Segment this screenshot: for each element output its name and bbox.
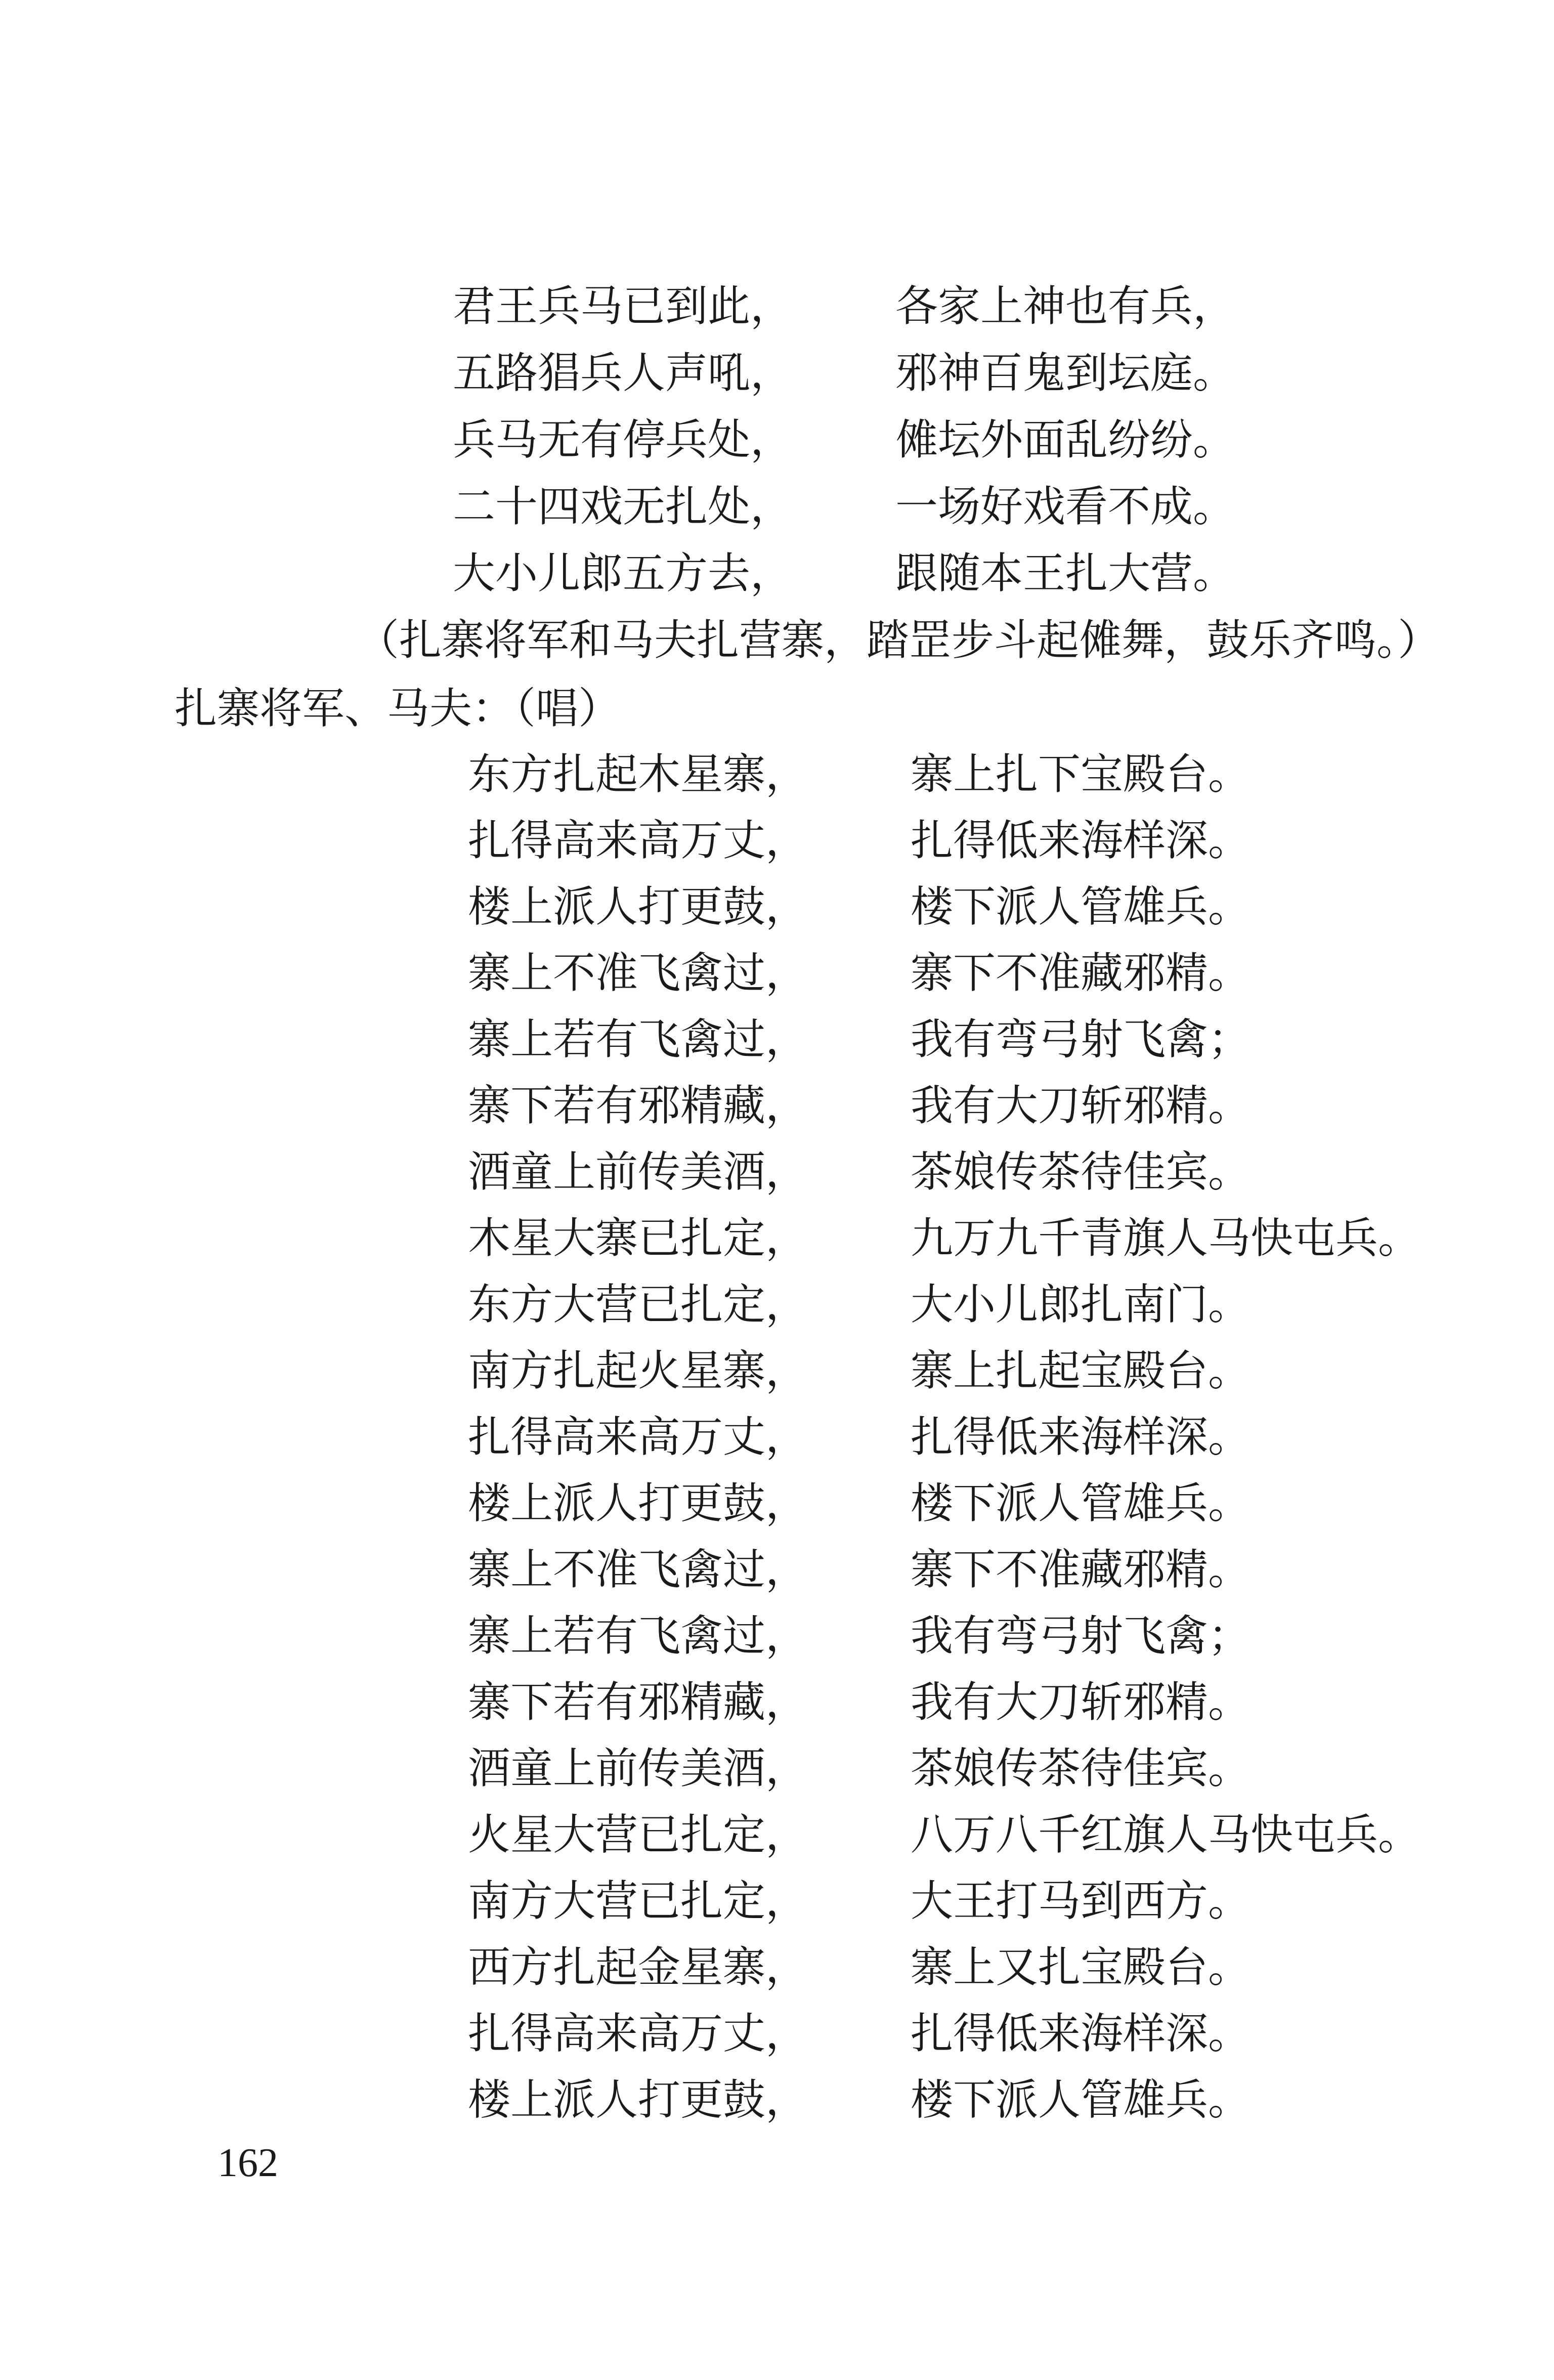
verse-line-left: 扎得高来高万丈， (468, 1412, 808, 1462)
verse-line-right: 寨上扎起宝殿台。 (911, 1346, 1251, 1395)
verse-line-right: 各家上神也有兵， (895, 281, 1236, 331)
verse-line-right: 大王打马到西方。 (911, 1876, 1251, 1926)
verse-line-right: 楼下派人管雄兵。 (911, 2075, 1251, 2124)
verse-line-left: 君王兵马已到此， (453, 281, 793, 331)
verse-line-left: 二十四戏无扎处， (453, 482, 793, 531)
verse-line-right: 寨下不准藏邪精。 (911, 948, 1251, 998)
verse-line-left: 楼上派人打更鼓， (468, 2075, 808, 2124)
verse-line-right: 茶娘传茶待佳宾。 (911, 1744, 1251, 1793)
verse-line-right: 我有大刀斩邪精。 (911, 1081, 1251, 1130)
speaker-label: 扎寨将军、马夫：（唱） (175, 684, 621, 733)
verse-line-left: 寨上若有飞禽过， (468, 1611, 808, 1661)
verse-line-left: 东方扎起木星寨， (468, 749, 808, 799)
verse-line-right: 扎得低来海样深。 (911, 1412, 1251, 1462)
verse-line-left: 大小儿郎五方去， (453, 548, 793, 598)
verse-line-left: 西方扎起金星寨， (468, 1942, 808, 1992)
verse-line-right: 我有弯弓射飞禽； (911, 1611, 1251, 1661)
verse-line-right: 扎得低来海样深。 (911, 816, 1251, 865)
verse-line-left: 南方大营已扎定， (468, 1876, 808, 1926)
verse-line-left: 楼上派人打更鼓， (468, 882, 808, 931)
verse-line-left: 南方扎起火星寨， (468, 1346, 808, 1395)
verse-line-right: 邪神百鬼到坛庭。 (895, 348, 1236, 398)
verse-line-right: 我有弯弓射飞禽； (911, 1014, 1251, 1064)
verse-line-right: 扎得低来海样深。 (911, 2009, 1251, 2058)
verse-line-left: 扎得高来高万丈， (468, 816, 808, 865)
verse-line-left: 东方大营已扎定， (468, 1280, 808, 1329)
verse-line-left: 寨上不准飞禽过， (468, 948, 808, 998)
verse-line-left: 五路猖兵人声吼， (453, 348, 793, 398)
verse-line-right: 寨下不准藏邪精。 (911, 1545, 1251, 1594)
verse-line-left: 兵马无有停兵处， (453, 415, 793, 464)
verse-line-left: 寨上不准飞禽过， (468, 1545, 808, 1594)
verse-line-right: 傩坛外面乱纷纷。 (895, 415, 1236, 464)
verse-line-left: 火星大营已扎定， (468, 1810, 808, 1859)
verse-line-right: 大小儿郎扎南门。 (911, 1280, 1251, 1329)
page-number: 162 (218, 2141, 278, 2185)
verse-line-left: 楼上派人打更鼓， (468, 1478, 808, 1528)
verse-line-right: 寨上扎下宝殿台。 (911, 749, 1251, 799)
verse-line-left: 寨下若有邪精藏， (468, 1081, 808, 1130)
verse-line-left: 扎得高来高万丈， (468, 2009, 808, 2058)
verse-line-right: 一场好戏看不成。 (895, 482, 1236, 531)
verse-line-right: 我有大刀斩邪精。 (911, 1677, 1251, 1727)
verse-line-left: 寨上若有飞禽过， (468, 1014, 808, 1064)
verse-line-right: 八万八千红旗人马快屯兵。 (911, 1810, 1421, 1859)
stage-direction: （扎寨将军和马夫扎营寨，踏罡步斗起傩舞，鼓乐齐鸣。） (357, 615, 1441, 665)
verse-line-left: 酒童上前传美酒， (468, 1744, 808, 1793)
verse-line-right: 楼下派人管雄兵。 (911, 1478, 1251, 1528)
verse-line-right: 茶娘传茶待佳宾。 (911, 1147, 1251, 1197)
verse-line-right: 九万九千青旗人马快屯兵。 (911, 1213, 1421, 1263)
verse-line-right: 跟随本王扎大营。 (895, 548, 1236, 598)
verse-line-right: 寨上又扎宝殿台。 (911, 1942, 1251, 1992)
verse-line-right: 楼下派人管雄兵。 (911, 882, 1251, 931)
verse-line-left: 酒童上前传美酒， (468, 1147, 808, 1197)
verse-line-left: 寨下若有邪精藏， (468, 1677, 808, 1727)
verse-line-left: 木星大寨已扎定， (468, 1213, 808, 1263)
